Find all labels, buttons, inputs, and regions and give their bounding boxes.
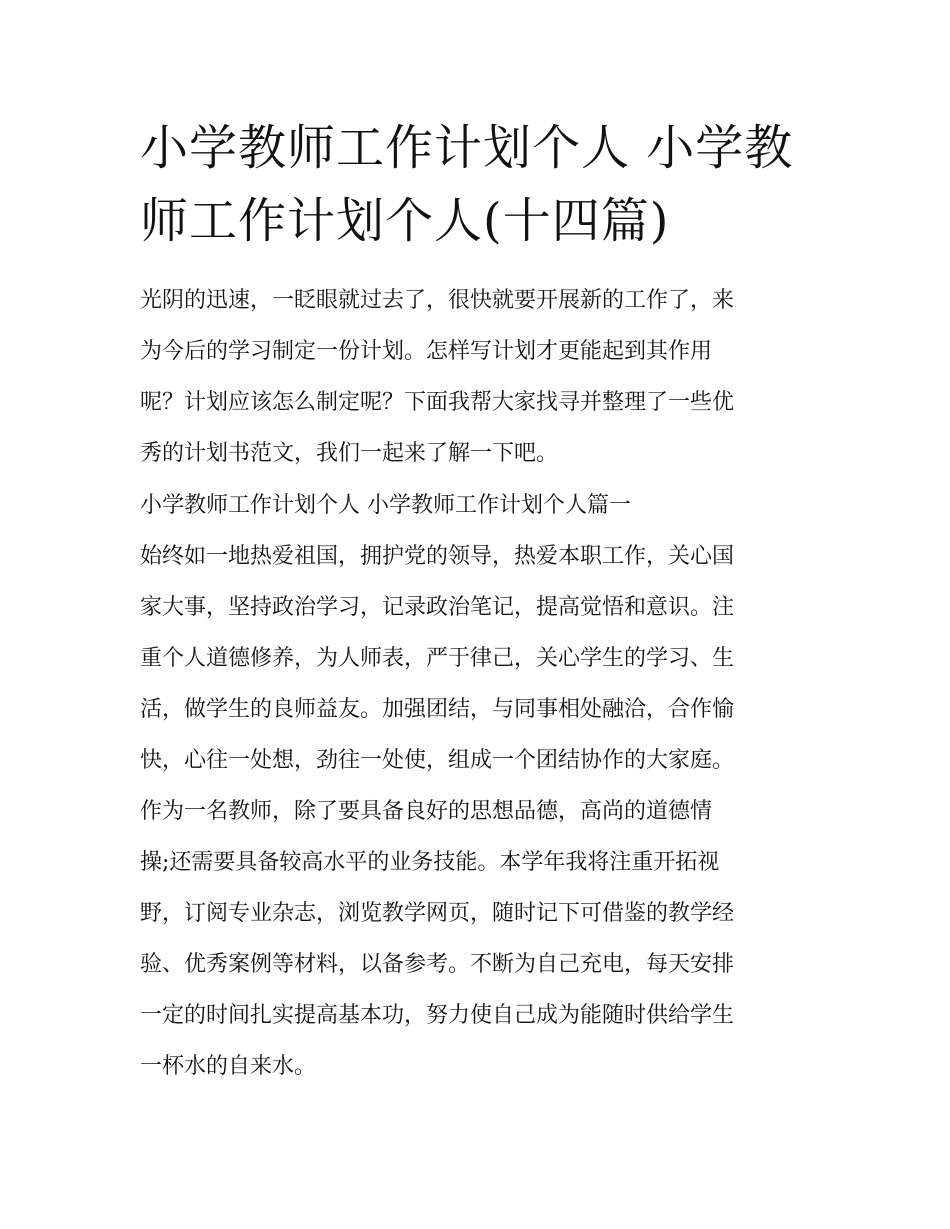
para-line-6: 作为一名教师，除了要具备良好的思想品德，高尚的道德情 [140,799,713,824]
para-line-2: 家大事，坚持政治学习，记录政治笔记，提高觉悟和意识。注 [140,595,735,620]
intro-paragraph [140,275,820,479]
section-heading [140,480,820,531]
intro-line-3: 呢？计划应该怎么制定呢？下面我帮大家找寻并整理了一些优 [140,390,735,415]
document-title [140,112,820,258]
para-line-8: 野，订阅专业杂志，浏览教学网页，随时记下可借鉴的教学经 [140,901,735,926]
intro-line-1: 光阴的迅速，一眨眼就过去了，很快就要开展新的工作了，来 [140,288,735,313]
section-heading-text: 小学教师工作计划个人 小学教师工作计划个人篇一 [140,493,631,518]
para-line-5: 快，心往一处想，劲往一处使，组成一个团结协作的大家庭。 [140,748,735,773]
para-line-7: 操;还需要具备较高水平的业务技能。本学年我将注重开拓视 [140,850,720,875]
para-line-1: 始终如一地热爱祖国，拥护党的领导，热爱本职工作，关心国 [140,544,735,569]
intro-line-2: 为今后的学习制定一份计划。怎样写计划才更能起到其作用 [140,339,713,364]
para-line-10: 一定的时间扎实提高基本功，努力使自己成为能随时供给学生 [140,1003,735,1028]
para-line-9: 验、优秀案例等材料，以备参考。不断为自己充电，每天安排 [140,952,735,977]
title-line-2: 师工作计划个人(十四篇) [140,193,670,249]
intro-line-4: 秀的计划书范文，我们一起来了解一下吧。 [140,441,559,466]
title-line-1: 小学教师工作计划个人 小学教 [140,120,794,176]
para-line-11: 一杯水的自来水。 [140,1054,317,1079]
para-line-4: 活，做学生的良师益友。加强团结，与同事相处融洽，合作愉 [140,697,735,722]
body-paragraph [140,531,820,1092]
para-line-3: 重个人道德修养，为人师表，严于律己，关心学生的学习、生 [140,646,735,671]
